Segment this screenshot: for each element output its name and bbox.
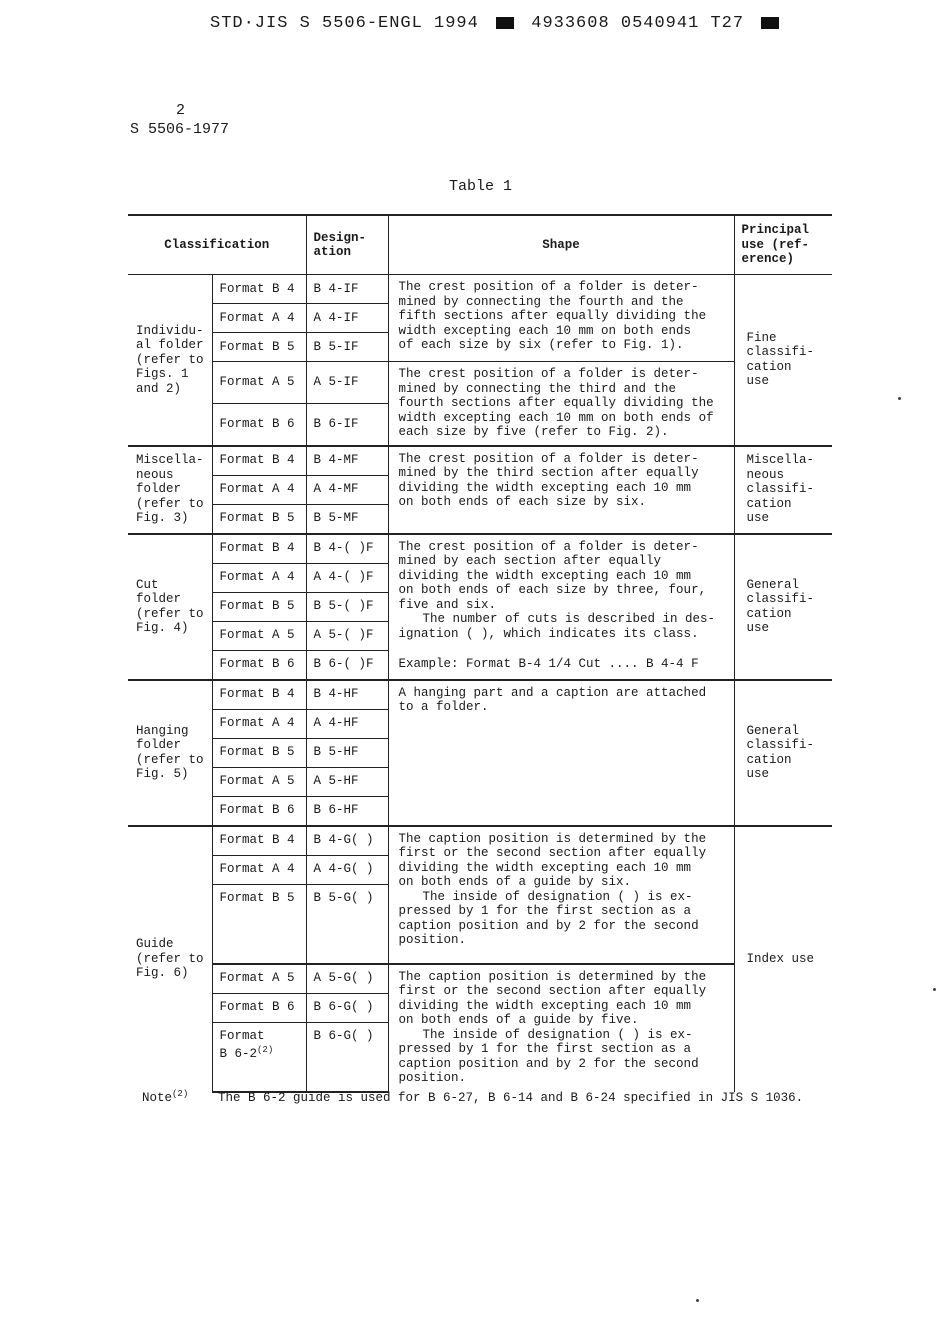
footnote-text: The B 6-2 guide is used for B 6-27, B 6-14 and B 6-24 specified in JIS S 1036. [218,1091,804,1106]
shape-description: The crest position of a folder is deter- mined by connecting the fourth and the fifth sections after equally dividing the width excepting each 10 mm on both ends of each size by six (refer to Fig. 1). [388,275,734,362]
standard-number: S 5506-1977 [130,121,230,138]
scan-speck [898,397,901,400]
format-cell: Format B 4 [212,275,306,304]
designation-cell: A 5-( )F [306,621,388,650]
format-cell: Format B 5 [212,333,306,362]
designation-cell: B 5-G( ) [306,884,388,964]
format-cell [212,1022,306,1092]
designation-cell: A 4-G( ) [306,855,388,884]
format-cell: Format A 5 [212,362,306,404]
designation-cell: A 5-IF [306,362,388,404]
format-cell: Format A 4 [212,475,306,504]
col-header-principal-use: Principal use (ref- erence) [734,215,832,275]
footnote [142,1089,803,1105]
format-cell: Format B 4 [212,826,306,856]
format-cell: Format B 5 [212,884,306,964]
designation-cell: B 6-IF [306,403,388,445]
principal-use: Fine classifi- cation use [734,275,832,446]
principal-use: Index use [734,826,832,1092]
shape-description: The crest position of a folder is deter- mined by connecting the third and the fourth sections after equally dividing the width excepting each 10 mm on both ends of each size by five (refer to Fig. 2). [388,362,734,446]
table-row [128,534,832,564]
designation-cell: B 4-MF [306,446,388,476]
footnote-label [142,1089,218,1105]
redaction-block [496,17,514,29]
designation-cell: B 4-( )F [306,534,388,564]
shape-description: A hanging part and a caption are attached to a folder. [388,680,734,826]
format-cell: Format A 4 [212,563,306,592]
shape-paragraph: The caption position is determined by the first or the second section after equally dividing the width excepting each 10 mm on both ends of a guide by six. [398,831,707,889]
principal-use: Miscella- neous classifi- cation use [734,446,832,534]
table-row [128,650,832,680]
designation-cell: A 4-IF [306,304,388,333]
designation-cell: B 6-HF [306,796,388,826]
shape-paragraph: The inside of designation ( ) is ex- pressed by 1 for the first section as a caption position and by 2 for the second position. [398,889,699,947]
shape-description [388,826,734,964]
col-header-designation: Design- ation [306,215,388,275]
format-cell: Format B 4 [212,446,306,476]
scan-speck [933,988,936,991]
format-cell: Format B 6 [212,650,306,680]
page-number: 2 [176,102,186,119]
format-cell: Format A 4 [212,855,306,884]
format-cell: Format A 4 [212,304,306,333]
table-row [128,446,832,476]
designation-cell: B 5-( )F [306,592,388,621]
format-cell: Format B 4 [212,534,306,564]
designation-cell: B 6-G( ) [306,993,388,1022]
format-cell: Format B 6 [212,403,306,445]
header-serial: 4933608 0540941 T27 [531,14,745,33]
designation-cell: A 4-MF [306,475,388,504]
shape-example: Example: Format B-4 1/4 Cut .... B 4-4 F [388,650,734,680]
format-cell: Format A 5 [212,621,306,650]
designation-cell: B 5-HF [306,738,388,767]
principal-use: General classifi- cation use [734,534,832,680]
format-cell: Format B 4 [212,680,306,710]
designation-cell: B 4-IF [306,275,388,304]
format-cell: Format A 5 [212,964,306,994]
designation-cell: B 6-( )F [306,650,388,680]
group-label-individual: Individu- al folder (refer to Figs. 1 and 2) [128,275,212,446]
table-row [128,964,832,994]
footnote-ref: (2) [172,1089,189,1099]
shape-paragraph: The number of cuts is described in des- ignation ( ), which indicates its class. [398,612,716,641]
format-cell: Format B 5 [212,504,306,534]
scan-speck [696,1299,699,1302]
shape-description [388,964,734,1092]
shape-description: The crest position of a folder is deter- mined by the third section after equally dividing the width excepting each 10 mm on both ends of each size by six. [388,446,734,534]
shape-description [388,534,734,651]
header-row [128,215,832,275]
col-header-shape: Shape [388,215,734,275]
table-title: Table 1 [449,178,513,195]
format-cell: Format B 6 [212,993,306,1022]
shape-paragraph: The caption position is determined by the first or the second section after equally dividing the width excepting each 10 mm on both ends of a guide by five. [398,969,707,1027]
designation-cell: A 4-HF [306,709,388,738]
format-text: Format B 6-2 [219,1028,265,1062]
designation-cell: B 4-G( ) [306,826,388,856]
document-header [210,14,785,33]
col-header-classification: Classification [128,215,306,275]
format-cell: Format B 5 [212,592,306,621]
table-row [128,826,832,856]
footnote-label-text: Note [142,1091,173,1106]
designation-cell: A 5-HF [306,767,388,796]
table-row [128,275,832,304]
group-label-miscellaneous: Miscella- neous folder (refer to Fig. 3) [128,446,212,534]
format-cell: Format A 4 [212,709,306,738]
footnote-ref: (2) [257,1045,274,1055]
principal-use: General classifi- cation use [734,680,832,826]
table-row [128,362,832,404]
designation-cell: A 5-G( ) [306,964,388,994]
table-row [128,680,832,710]
group-label-guide: Guide (refer to Fig. 6) [128,826,212,1092]
shape-paragraph: The inside of designation ( ) is ex- pressed by 1 for the first section as a caption position and by 2 for the second position. [398,1027,699,1085]
designation-cell: B 5-MF [306,504,388,534]
group-label-hanging: Hanging folder (refer to Fig. 5) [128,680,212,826]
format-cell: Format A 5 [212,767,306,796]
designation-cell: B 4-HF [306,680,388,710]
group-label-cut: Cut folder (refer to Fig. 4) [128,534,212,680]
designation-cell: B 6-G( ) [306,1022,388,1092]
header-code: STD·JIS S 5506-ENGL 1994 [210,14,479,33]
designation-cell: A 4-( )F [306,563,388,592]
classification-table [128,214,832,1093]
format-cell: Format B 5 [212,738,306,767]
shape-paragraph: The crest position of a folder is deter- mined by each section after equally dividing the width excepting each 10 mm on both ends of each size by three, four, five and six. [398,539,707,612]
format-cell: Format B 6 [212,796,306,826]
designation-cell: B 5-IF [306,333,388,362]
redaction-block [761,17,779,29]
